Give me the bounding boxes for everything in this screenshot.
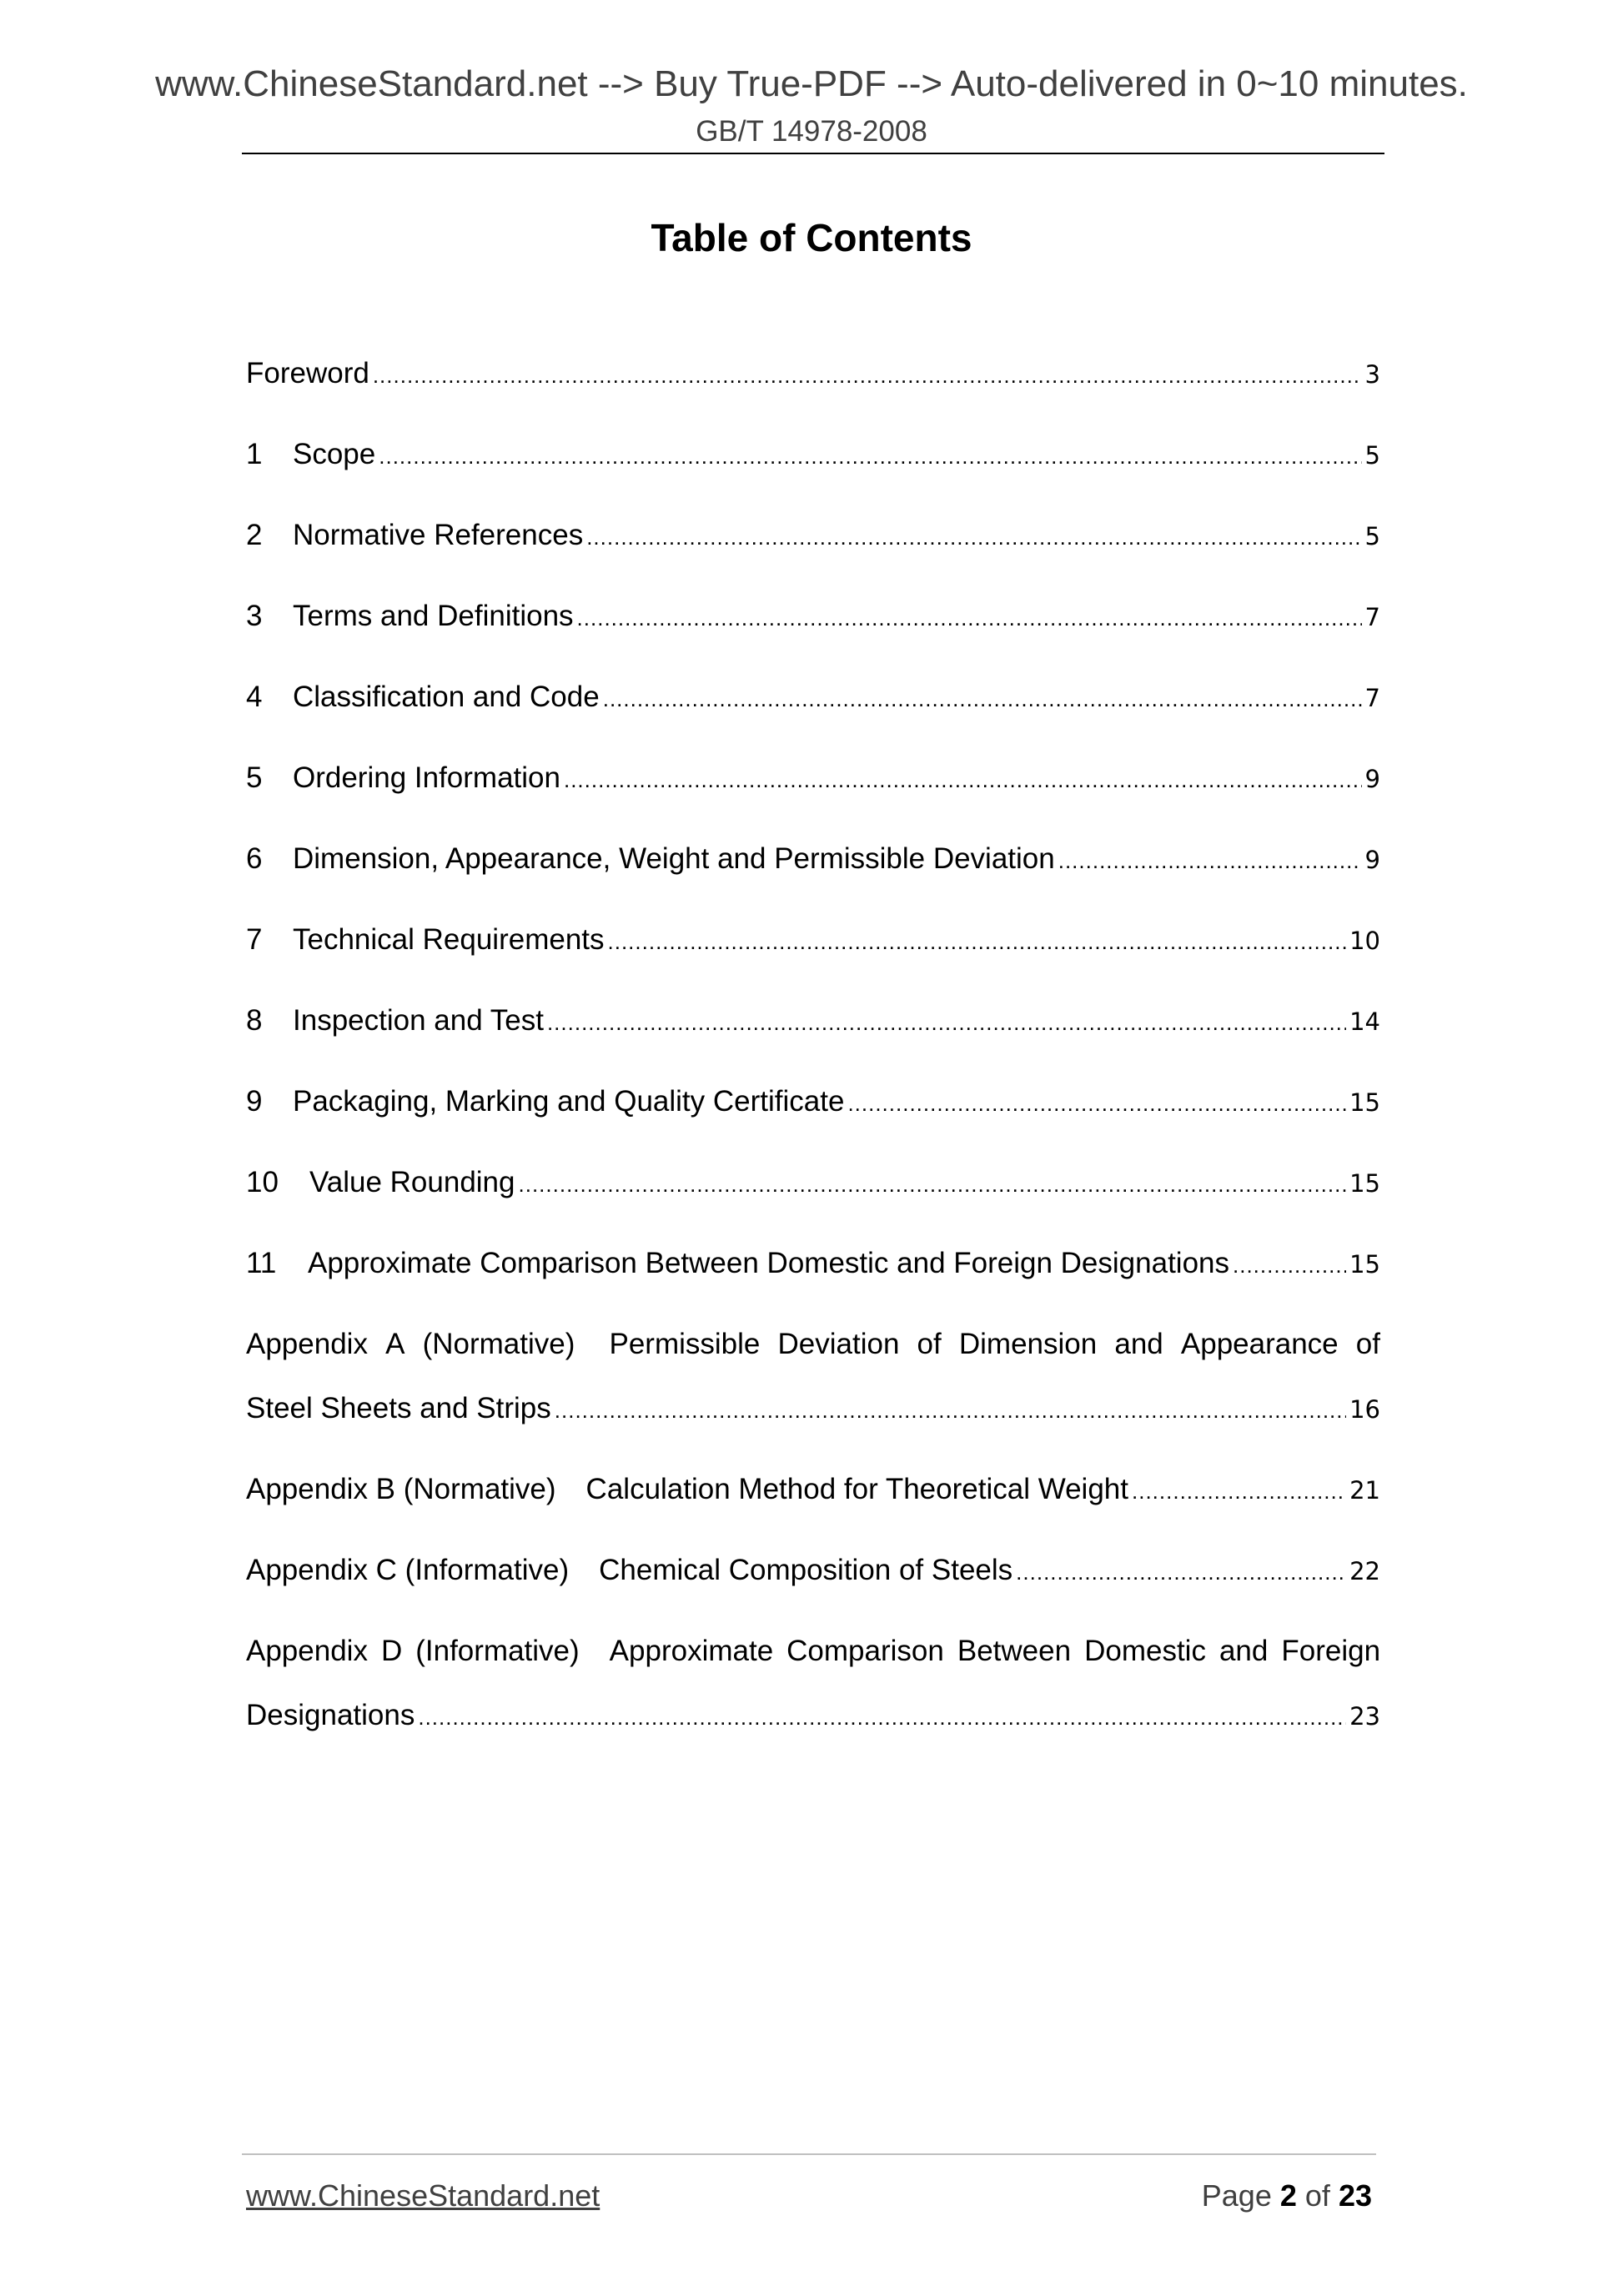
toc-entry-page: 15 bbox=[1349, 1169, 1380, 1198]
toc-entry-number: 6 bbox=[246, 842, 263, 875]
toc-entry-number: 10 bbox=[246, 1166, 279, 1198]
toc-entry-number: 1 bbox=[246, 438, 263, 470]
toc-leader-dots bbox=[379, 431, 1361, 481]
toc-entry-label: Calculation Method for Theoretical Weight bbox=[585, 1473, 1128, 1505]
toc-entry-label: Inspection and Test bbox=[293, 1004, 544, 1037]
toc-entry-label: Chemical Composition of Steels bbox=[599, 1554, 1013, 1586]
toc-word: (Normative) bbox=[422, 1328, 575, 1360]
toc-entry-scope[interactable] bbox=[246, 430, 1380, 480]
toc-entry-page: 7 bbox=[1364, 684, 1380, 712]
toc-leader-dots bbox=[1058, 836, 1362, 886]
toc-leader-dots bbox=[577, 593, 1362, 643]
toc-entry-page: 21 bbox=[1349, 1476, 1380, 1505]
page-prefix: Page bbox=[1201, 2178, 1272, 2213]
toc-entry-label: Technical Requirements bbox=[293, 923, 605, 956]
toc-entry-value-rounding[interactable] bbox=[246, 1158, 1380, 1208]
toc-entry-prefix: Appendix B (Normative) bbox=[246, 1473, 556, 1505]
toc-word: Permissible bbox=[609, 1328, 761, 1360]
toc-entry-ordering-information[interactable] bbox=[246, 753, 1380, 803]
toc-word: Appendix bbox=[246, 1328, 368, 1360]
toc-entry-page: 23 bbox=[1349, 1702, 1380, 1731]
toc-word: A bbox=[385, 1328, 405, 1360]
toc-leader-dots bbox=[373, 350, 1362, 400]
toc-entry-packaging-marking[interactable] bbox=[246, 1077, 1380, 1127]
toc-word: Between bbox=[957, 1635, 1072, 1667]
toc-leader-dots bbox=[1132, 1466, 1346, 1516]
toc-entry-appendix-d-cont[interactable] bbox=[246, 1691, 1380, 1741]
toc-entry-appendix-c[interactable] bbox=[246, 1545, 1380, 1595]
toc-entry-page: 9 bbox=[1364, 765, 1380, 793]
standard-id: GB/T 14978-2008 bbox=[696, 115, 927, 148]
toc-entry-number: 11 bbox=[246, 1247, 277, 1279]
page-current: 2 bbox=[1279, 2178, 1297, 2213]
page-title: Table of Contents bbox=[651, 216, 972, 259]
toc-leader-dots bbox=[1016, 1547, 1346, 1597]
toc-entry-label: Terms and Definitions bbox=[293, 600, 574, 632]
toc-entry-page: 15 bbox=[1349, 1088, 1380, 1117]
toc-entry-number: 3 bbox=[246, 600, 263, 632]
toc-word: Foreign bbox=[1281, 1635, 1381, 1667]
toc-leader-dots bbox=[603, 674, 1362, 724]
toc-entry-page: 5 bbox=[1364, 441, 1380, 470]
toc-word: Domestic bbox=[1084, 1635, 1206, 1667]
toc-word: (Informative) bbox=[415, 1635, 580, 1667]
toc-entry-number: 5 bbox=[246, 761, 263, 794]
page-of: of bbox=[1304, 2178, 1330, 2213]
toc-entry-label: Packaging, Marking and Quality Certificate bbox=[293, 1085, 845, 1118]
toc-word: Approximate bbox=[609, 1635, 774, 1667]
toc-entry-page: 9 bbox=[1364, 846, 1380, 874]
toc-entry-label: Steel Sheets and Strips bbox=[246, 1392, 551, 1424]
toc-leader-dots bbox=[555, 1385, 1346, 1435]
toc-entry-dimension-appearance[interactable] bbox=[246, 834, 1380, 884]
toc-leader-dots bbox=[564, 755, 1362, 805]
toc-entry-label: Designations bbox=[246, 1699, 415, 1731]
toc-word: Comparison bbox=[786, 1635, 944, 1667]
toc-word: of bbox=[917, 1328, 942, 1360]
header-divider bbox=[242, 153, 1384, 154]
toc-leader-dots bbox=[847, 1078, 1346, 1128]
toc-entry-number: 9 bbox=[246, 1085, 263, 1118]
toc-entry-label: Dimension, Appearance, Weight and Permissible Deviation bbox=[293, 842, 1055, 875]
toc-entry-label: Value Rounding bbox=[309, 1166, 515, 1198]
toc-word: and bbox=[1219, 1635, 1269, 1667]
toc-entry-appendix-d[interactable] bbox=[246, 1626, 1380, 1676]
toc-entry-page: 15 bbox=[1349, 1250, 1380, 1279]
footer-site-link[interactable]: www.ChineseStandard.net bbox=[246, 2178, 600, 2213]
toc-word: of bbox=[1355, 1328, 1380, 1360]
toc-entry-foreword[interactable] bbox=[246, 349, 1380, 399]
toc-leader-dots bbox=[519, 1159, 1347, 1209]
toc-entry-technical-requirements[interactable] bbox=[246, 915, 1380, 965]
toc-leader-dots bbox=[608, 917, 1347, 967]
toc-entry-appendix-a-cont[interactable] bbox=[246, 1384, 1380, 1434]
toc-entry-number: 8 bbox=[246, 1004, 263, 1037]
toc-entry-approximate-comparison[interactable] bbox=[246, 1238, 1380, 1289]
toc-leader-dots bbox=[418, 1692, 1346, 1742]
footer-page-indicator bbox=[1202, 2178, 1372, 2213]
toc-entry-page: 3 bbox=[1364, 360, 1380, 389]
toc-entry-page: 22 bbox=[1349, 1557, 1380, 1585]
toc-leader-dots bbox=[547, 997, 1346, 1048]
toc-entry-label: Classification and Code bbox=[293, 681, 600, 713]
toc-entry-page: 7 bbox=[1364, 603, 1380, 631]
toc-entry-appendix-b[interactable] bbox=[246, 1465, 1380, 1515]
toc-entry-page: 10 bbox=[1349, 927, 1380, 955]
toc-entry-number: 7 bbox=[246, 923, 263, 956]
toc-entry-classification-code[interactable] bbox=[246, 672, 1380, 722]
toc-leader-dots bbox=[586, 512, 1361, 562]
page-total: 23 bbox=[1338, 2178, 1372, 2213]
toc-entry-page: 16 bbox=[1349, 1395, 1380, 1424]
toc-word: Appendix bbox=[246, 1635, 368, 1667]
toc-entry-label: Normative References bbox=[293, 519, 584, 551]
toc-leader-dots bbox=[1233, 1240, 1346, 1290]
toc-word: Dimension bbox=[958, 1328, 1098, 1360]
toc-entry-terms-definitions[interactable] bbox=[246, 591, 1380, 641]
toc-entry-inspection-test[interactable] bbox=[246, 996, 1380, 1046]
toc-word: and bbox=[1114, 1328, 1163, 1360]
toc-entry-number: 4 bbox=[246, 681, 263, 713]
toc-word: Deviation bbox=[777, 1328, 900, 1360]
toc-word: Appearance bbox=[1180, 1328, 1339, 1360]
toc-entry-label: Foreword bbox=[246, 357, 369, 389]
toc-entry-appendix-a[interactable] bbox=[246, 1319, 1380, 1369]
toc-entry-label: Approximate Comparison Between Domestic and Foreign Designations bbox=[308, 1247, 1229, 1279]
header-banner: www.ChineseStandard.net --> Buy True-PDF --> Auto-delivered in 0~10 minutes. bbox=[155, 63, 1468, 104]
toc-entry-label: Scope bbox=[293, 438, 376, 470]
toc-entry-number: 2 bbox=[246, 519, 263, 551]
toc-entry-page: 14 bbox=[1349, 1007, 1380, 1036]
toc-word: D bbox=[380, 1635, 403, 1667]
toc-entry-normative-references[interactable] bbox=[246, 510, 1380, 560]
toc-entry-label: Ordering Information bbox=[293, 761, 560, 794]
toc-entry-prefix: Appendix C (Informative) bbox=[246, 1554, 570, 1586]
toc-entry-page: 5 bbox=[1364, 522, 1380, 550]
footer-divider bbox=[242, 2153, 1376, 2155]
